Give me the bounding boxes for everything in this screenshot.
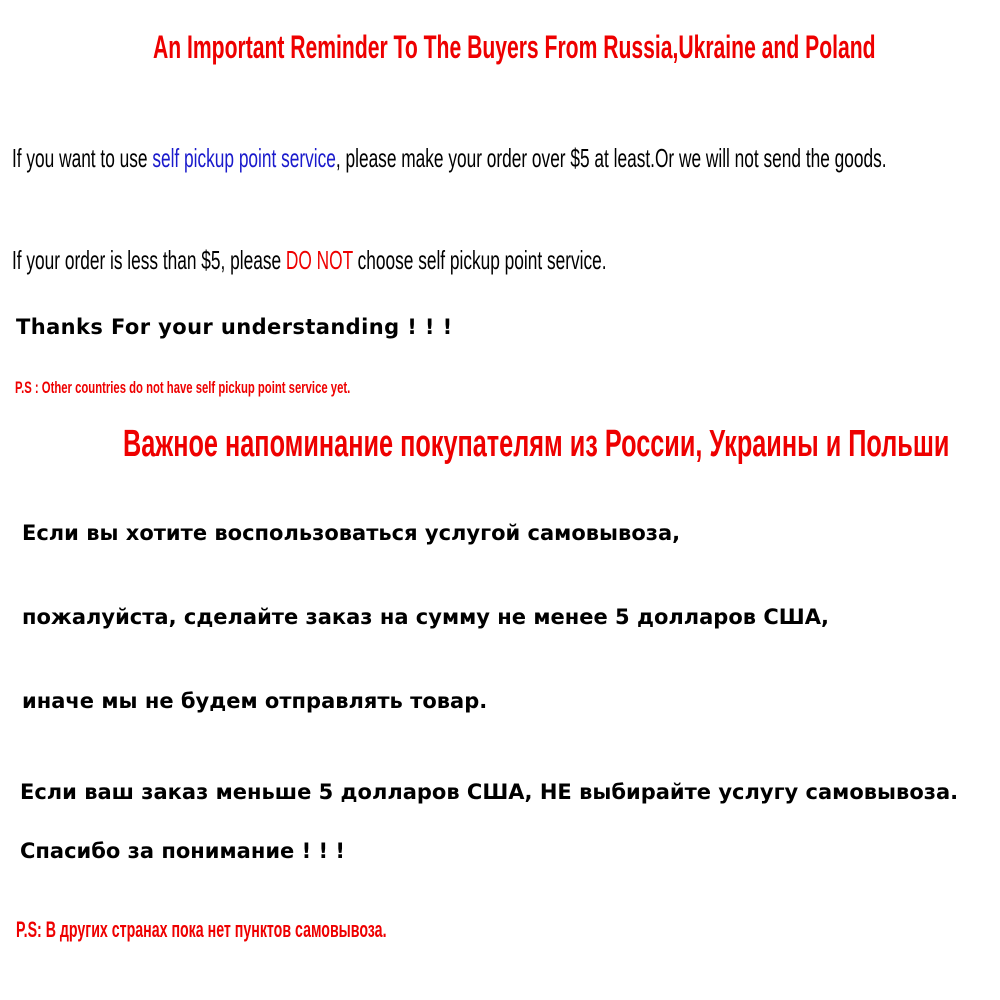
russian-line-3: иначе мы не будем отправлять товар.: [22, 689, 488, 713]
english-pickup-minimum-paragraph: [12, 144, 887, 173]
english-ps-note: P.S : Other countries do not have self pickup point service yet.: [15, 378, 351, 397]
self-pickup-service-highlight: self pickup point service: [152, 143, 336, 173]
english-thanks-line: Thanks For your understanding ! ! !: [16, 315, 453, 339]
english-small-order-text-start: If your order is less than $5, please: [12, 245, 286, 275]
russian-line-1: Если вы хотите воспользоваться услугой самовывоза,: [22, 521, 681, 545]
do-not-highlight: DO NOT: [285, 245, 353, 275]
russian-thanks-line: Спасибо за понимание ! ! !: [20, 839, 345, 863]
english-pickup-minimum-text-start: If you want to use: [12, 143, 153, 173]
english-small-order-paragraph: [12, 246, 607, 275]
english-small-order-text-end: choose self pickup point service.: [352, 245, 607, 275]
english-pickup-minimum-text-end: , please make your order over $5 at least.Or we will not send the goods.: [335, 143, 887, 173]
russian-title: Важное напоминание покупателям из России, Украины и Польши: [123, 423, 950, 465]
english-title: An Important Reminder To The Buyers From Russia,Ukraine and Poland: [153, 29, 876, 65]
russian-line-2: пожалуйста, сделайте заказ на сумму не менее 5 долларов США,: [22, 605, 829, 629]
russian-line-4: Если ваш заказ меньше 5 долларов США, НЕ выбирайте услугу самовывоза.: [20, 780, 959, 804]
russian-ps-note: P.S: В других странах пока нет пунктов самовывоза.: [16, 917, 387, 942]
